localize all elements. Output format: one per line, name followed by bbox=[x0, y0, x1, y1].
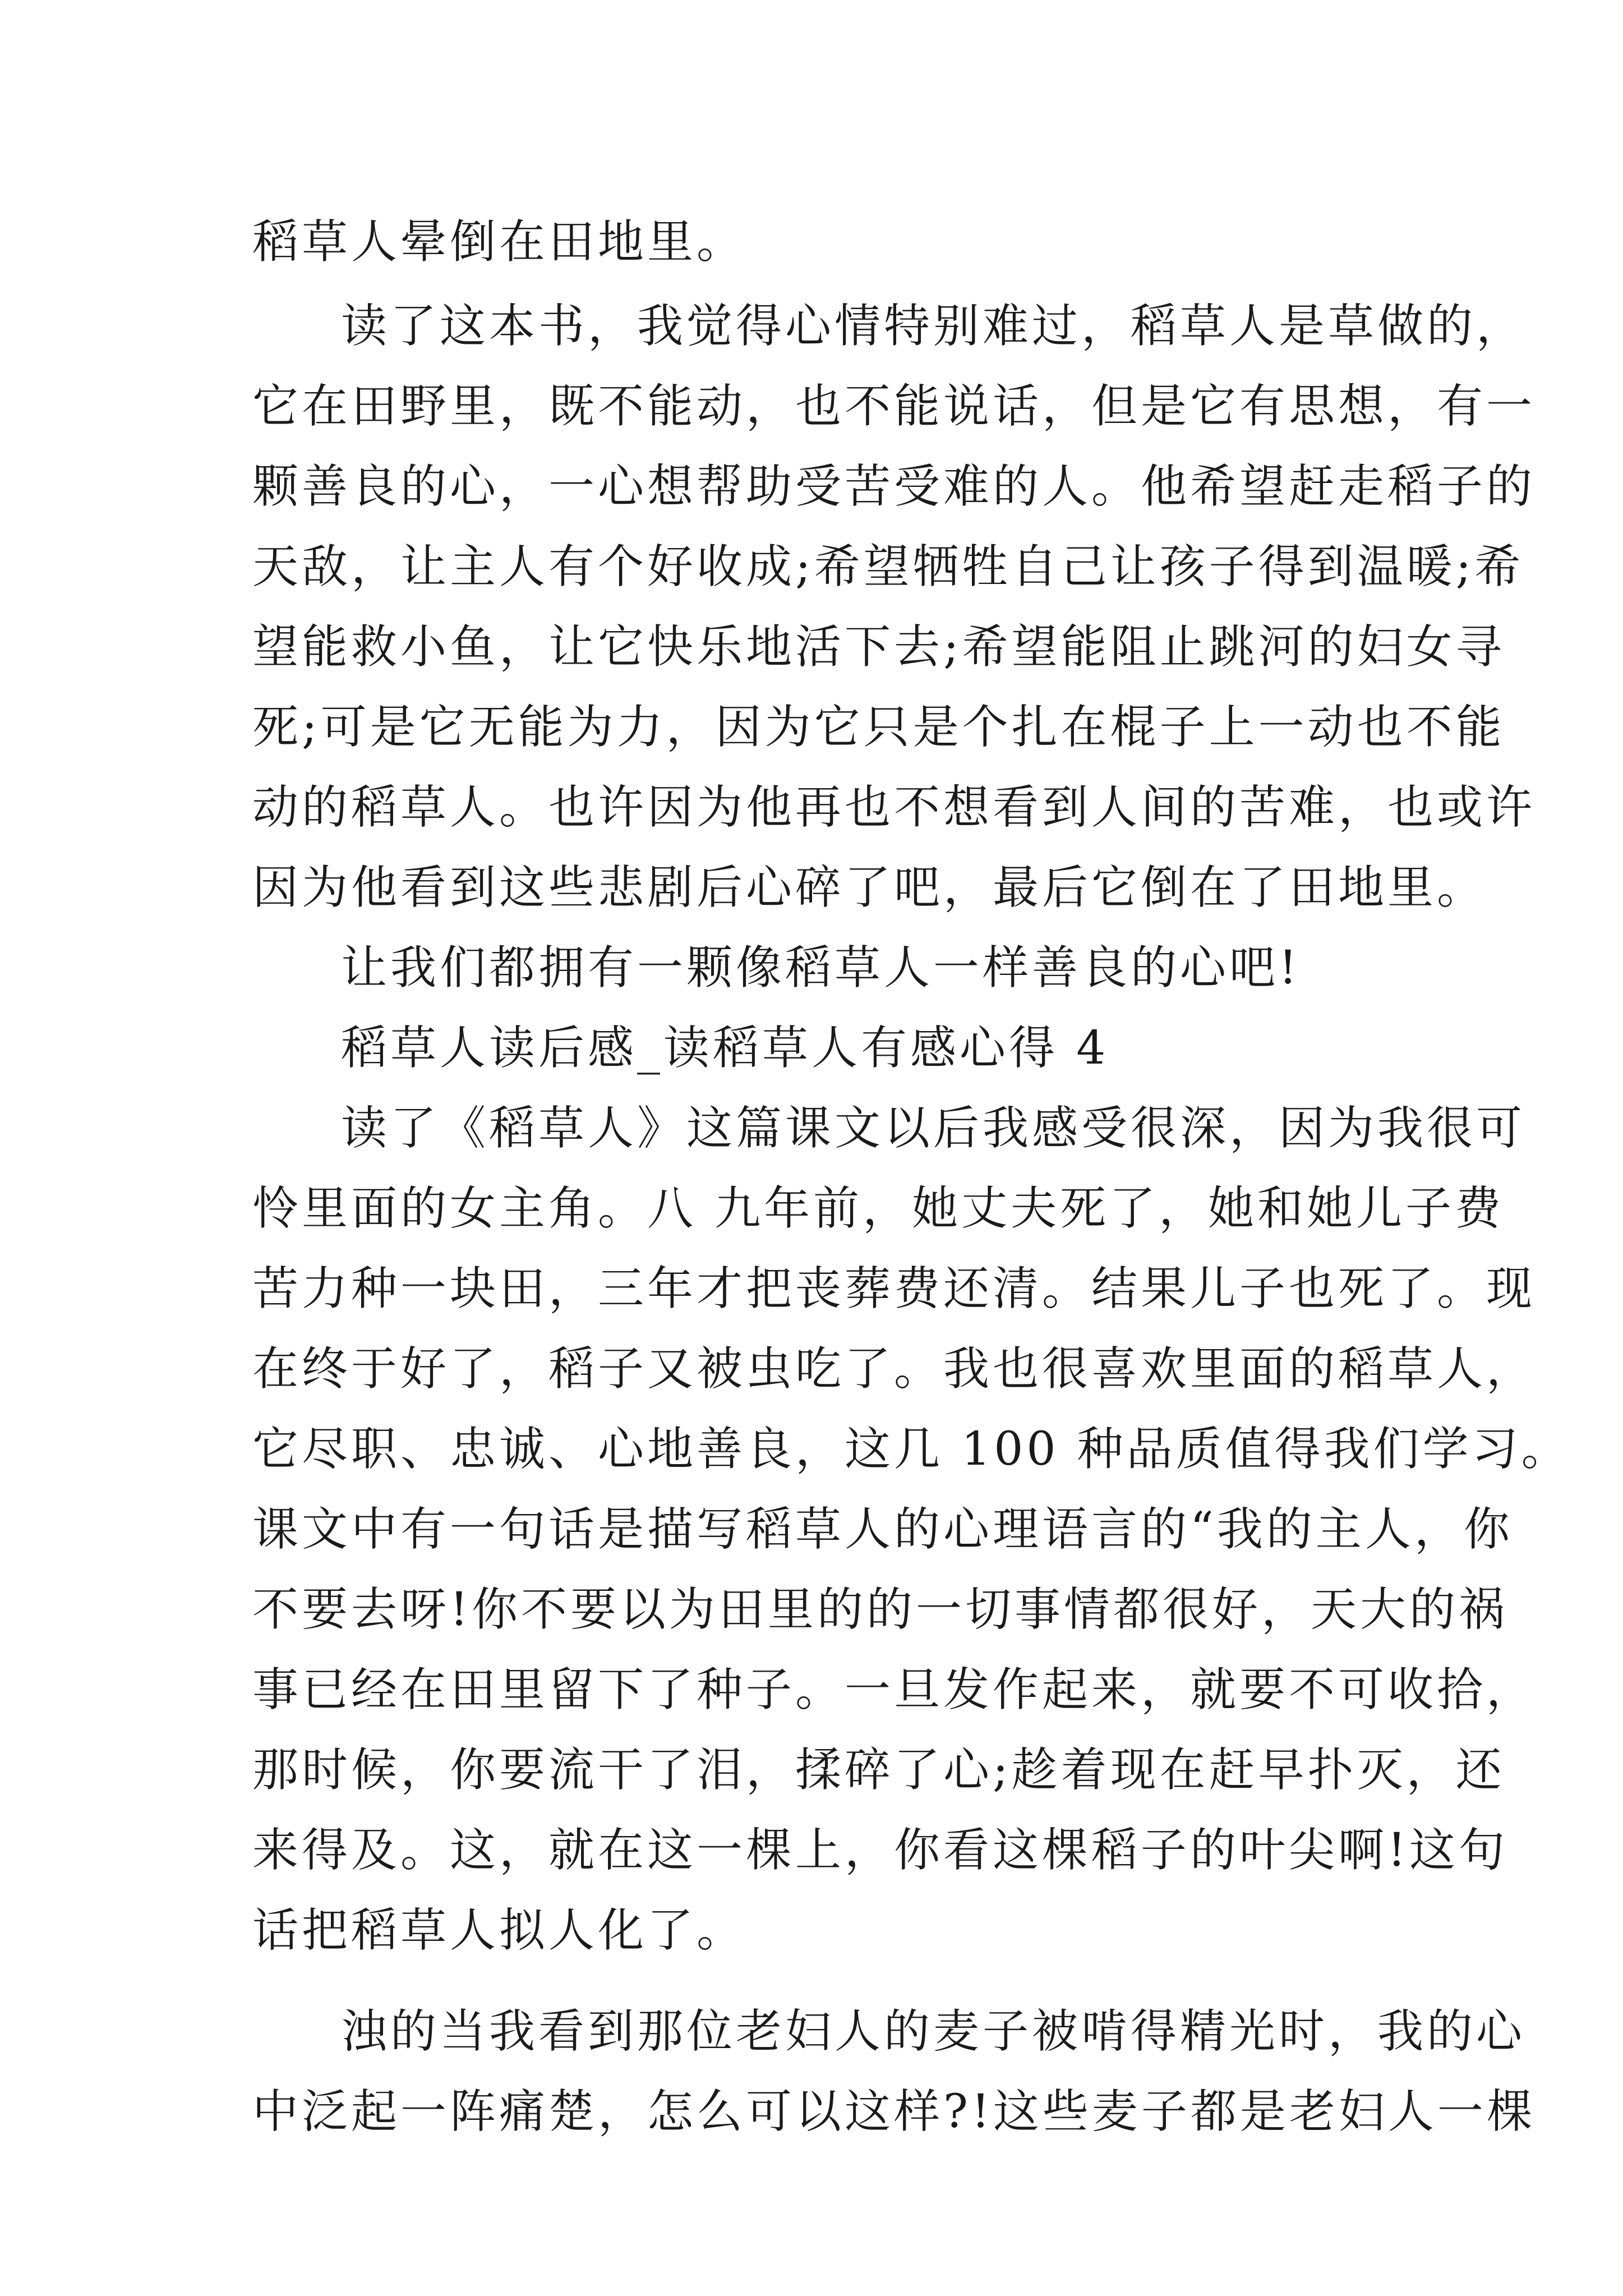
text-line: 在终于好了，稻子又被虫吃了。我也很喜欢里面的稻草人， bbox=[252, 1342, 1536, 1396]
text-line: 死;可是它无能为力，因为它只是个扎在棍子上一动也不能 bbox=[252, 701, 1505, 754]
paragraph-start-line: 浊的当我看到那位老妇人的麦子被啃得精光时，我的心 bbox=[341, 2005, 1526, 2058]
text-line: 来得及。这，就在这一棵上，你看这棵稻子的叶尖啊!这句 bbox=[252, 1824, 1508, 1877]
text-line: 天敌，让主人有个好收成;希望牺牲自己让孩子得到温暖;希 bbox=[252, 540, 1524, 593]
section-heading: 稻草人读后感_读稻草人有感心得 4 bbox=[341, 1022, 1109, 1075]
text-line: 怜里面的女主角。八 九年前，她丈夫死了，她和她儿子费 bbox=[252, 1182, 1505, 1235]
text-line: 动的稻草人。也许因为他再也不想看到人间的苦难，也或许 bbox=[252, 781, 1536, 834]
text-line: 那时候，你要流干了泪，揉碎了心;趁着现在赶早扑灭，还 bbox=[252, 1743, 1505, 1797]
text-line: 课文中有一句话是描写稻草人的心理语言的“我的主人，你 bbox=[252, 1503, 1513, 1556]
text-line: 事已经在田里留下了种子。一旦发作起来，就要不可收拾， bbox=[252, 1663, 1536, 1717]
text-line: 话把稻草人拟人化了。 bbox=[252, 1904, 746, 1957]
text-line: 不要去呀!你不要以为田里的的一切事情都很好，天大的祸 bbox=[252, 1583, 1508, 1636]
text-line: 苦力种一块田，三年才把丧葬费还清。结果儿子也死了。现 bbox=[252, 1262, 1536, 1315]
paragraph-start-line: 让我们都拥有一颗像稻草人一样善良的心吧! bbox=[341, 941, 1301, 995]
text-line: 望能救小鱼，让它快乐地活下去;希望能阻止跳河的妇女寻 bbox=[252, 620, 1505, 674]
text-line: 中泛起一阵痛楚，怎么可以这样?!这些麦子都是老妇人一棵 bbox=[252, 2085, 1536, 2138]
paragraph-start-line: 读了这本书，我觉得心情特别难过，稻草人是草做的， bbox=[341, 300, 1526, 353]
text-line: 稻草人晕倒在田地里。 bbox=[252, 215, 746, 269]
text-line: 它在田野里，既不能动，也不能说话，但是它有思想，有一 bbox=[252, 380, 1536, 433]
text-line: 它尽职、忠诚、心地善良，这几 100 种品质值得我们学习。 bbox=[252, 1423, 1571, 1476]
paragraph-start-line: 读了《稻草人》这篇课文以后我感受很深，因为我很可 bbox=[341, 1102, 1526, 1155]
text-line: 颗善良的心，一心想帮助受苦受难的人。他希望赶走稻子的 bbox=[252, 460, 1536, 513]
text-line: 因为他看到这些悲剧后心碎了吧，最后它倒在了田地里。 bbox=[252, 861, 1487, 914]
